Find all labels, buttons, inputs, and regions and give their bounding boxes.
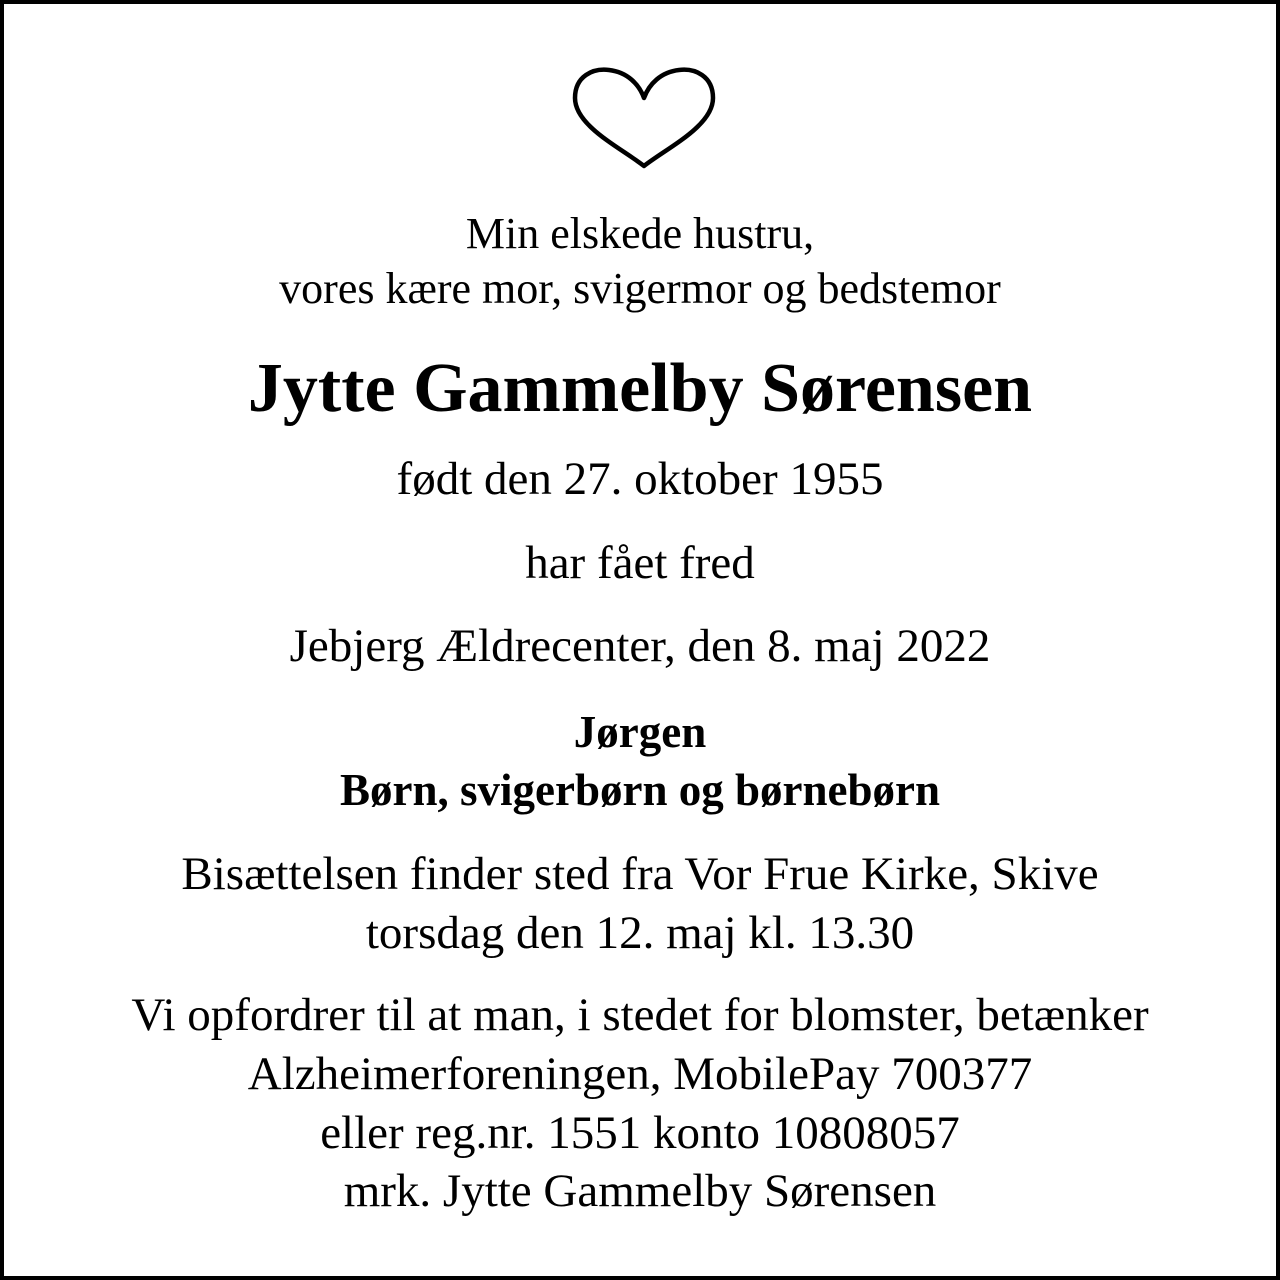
donation-line-4: mrk. Jytte Gammelby Sørensen <box>343 1165 937 1217</box>
birth-date: født den 27. oktober 1955 <box>396 453 884 505</box>
donation-line-2: Alzheimerforeningen, MobilePay 700377 <box>247 1048 1033 1100</box>
donation-line-1: Vi opfordrer til at man, i stedet for blomster, betænker <box>131 989 1149 1041</box>
place-and-date: Jebjerg Ældrecenter, den 8. maj 2022 <box>289 620 991 672</box>
deceased-name: Jytte Gammelby Sørensen <box>247 350 1033 427</box>
signatory-family: Børn, svigerbørn og børnebørn <box>339 765 941 815</box>
intro-line-1: Min elskede hustru, <box>465 209 815 258</box>
funeral-line-2: torsdag den 12. maj kl. 13.30 <box>365 907 915 959</box>
heart-icon <box>569 64 719 176</box>
funeral-line-1: Bisættelsen finder sted fra Vor Frue Kirke, Skive <box>181 848 1099 900</box>
intro-line-2: vores kære mor, svigermor og bedstemor <box>279 264 1001 313</box>
peace-statement: har fået fred <box>525 537 755 589</box>
donation-line-3: eller reg.nr. 1551 konto 10808057 <box>320 1107 960 1159</box>
signatory-spouse: Jørgen <box>573 707 707 757</box>
